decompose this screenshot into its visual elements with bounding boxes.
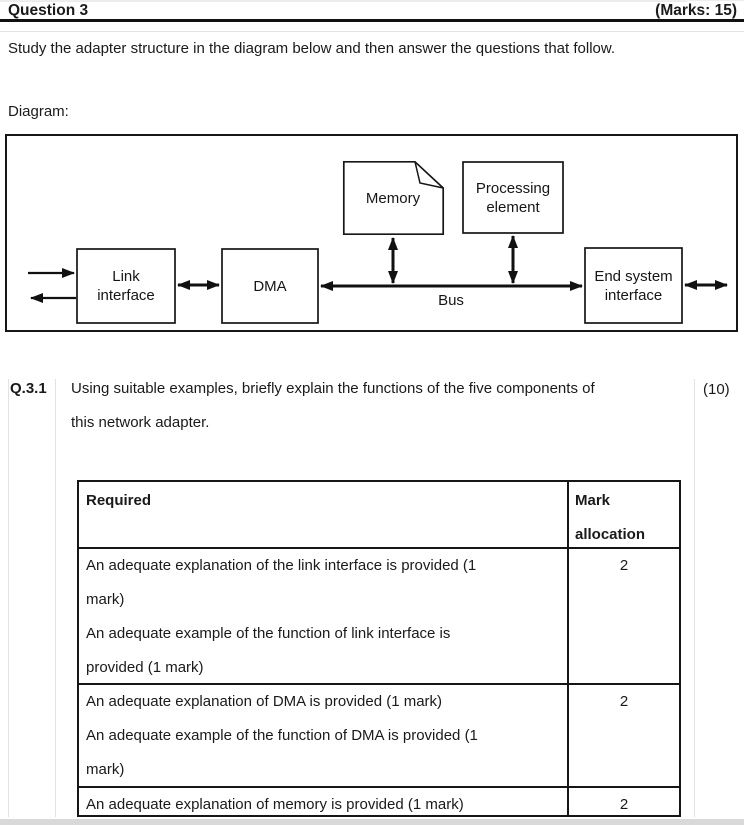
link-label-line2: interface	[97, 287, 155, 304]
layout-faint-line-marks	[694, 379, 695, 817]
table-row-required-1	[86, 549, 562, 685]
dma-label	[222, 249, 318, 323]
link-label-line1: Link	[112, 268, 140, 285]
layout-faint-line-number	[55, 379, 56, 817]
header-faint-line	[0, 31, 744, 32]
row1-line1: An adequate explanation of the link interface is provided (1	[86, 557, 477, 574]
row2-line2: An adequate example of the function of DMA is provided (1	[86, 727, 478, 744]
page-bottom-edge	[0, 819, 744, 825]
memory-label-text: Memory	[365, 189, 421, 207]
intro-text: Study the adapter structure in the diagram below and then answer the questions that follow.	[8, 40, 616, 57]
table-row-mark-3: 2	[619, 796, 629, 813]
memory-label	[343, 161, 443, 235]
end-system-interface-label	[585, 248, 682, 323]
question-number: Q.3.1	[10, 380, 47, 397]
row2-line1: An adequate explanation of DMA is provided (1 mark)	[86, 693, 443, 710]
mark-allocation-table	[77, 480, 681, 817]
adapter-diagram	[5, 134, 738, 332]
question-marks: (10)	[703, 381, 730, 398]
end-system-label-line2: interface	[604, 286, 663, 304]
question-text-line2: this network adapter.	[71, 414, 210, 431]
column-header-required: Required	[86, 492, 152, 509]
dma-label-text: DMA	[253, 277, 287, 295]
row1-line3: An adequate example of the function of link interface is	[86, 625, 451, 642]
table-row-required-2	[86, 685, 562, 787]
mark-header-line1: Mark	[575, 492, 611, 509]
table-column-divider	[567, 482, 569, 815]
layout-faint-line-middle	[0, 1, 687, 2]
processing-element-label	[463, 162, 563, 233]
bus-label: Bus	[438, 292, 464, 309]
row3-line1: An adequate explanation of memory is provided (1 mark)	[86, 796, 464, 813]
row1-line2: mark)	[86, 591, 125, 608]
question-text-line1: Using suitable examples, briefly explain the functions of the five components of	[71, 380, 595, 397]
end-system-label-line1: End system	[594, 267, 673, 285]
diagram-caption: Diagram:	[8, 103, 69, 120]
table-row-mark-2: 2	[619, 693, 629, 710]
column-header-mark-allocation	[575, 484, 645, 552]
layout-faint-line-left	[8, 379, 9, 817]
processing-label-line1: Processing	[475, 179, 551, 197]
link-interface-label	[77, 249, 175, 323]
table-row-mark-1: 2	[619, 557, 629, 574]
row1-line4: provided (1 mark)	[86, 659, 204, 676]
processing-label-line2: element	[486, 198, 540, 216]
row2-line3: mark)	[86, 761, 125, 778]
total-marks-label: (Marks: 15)	[655, 2, 737, 19]
table-row-required-3	[86, 788, 562, 817]
mark-header-line2: allocation	[575, 526, 646, 543]
question-title: Question 3	[8, 2, 89, 19]
header-underline	[0, 19, 744, 22]
